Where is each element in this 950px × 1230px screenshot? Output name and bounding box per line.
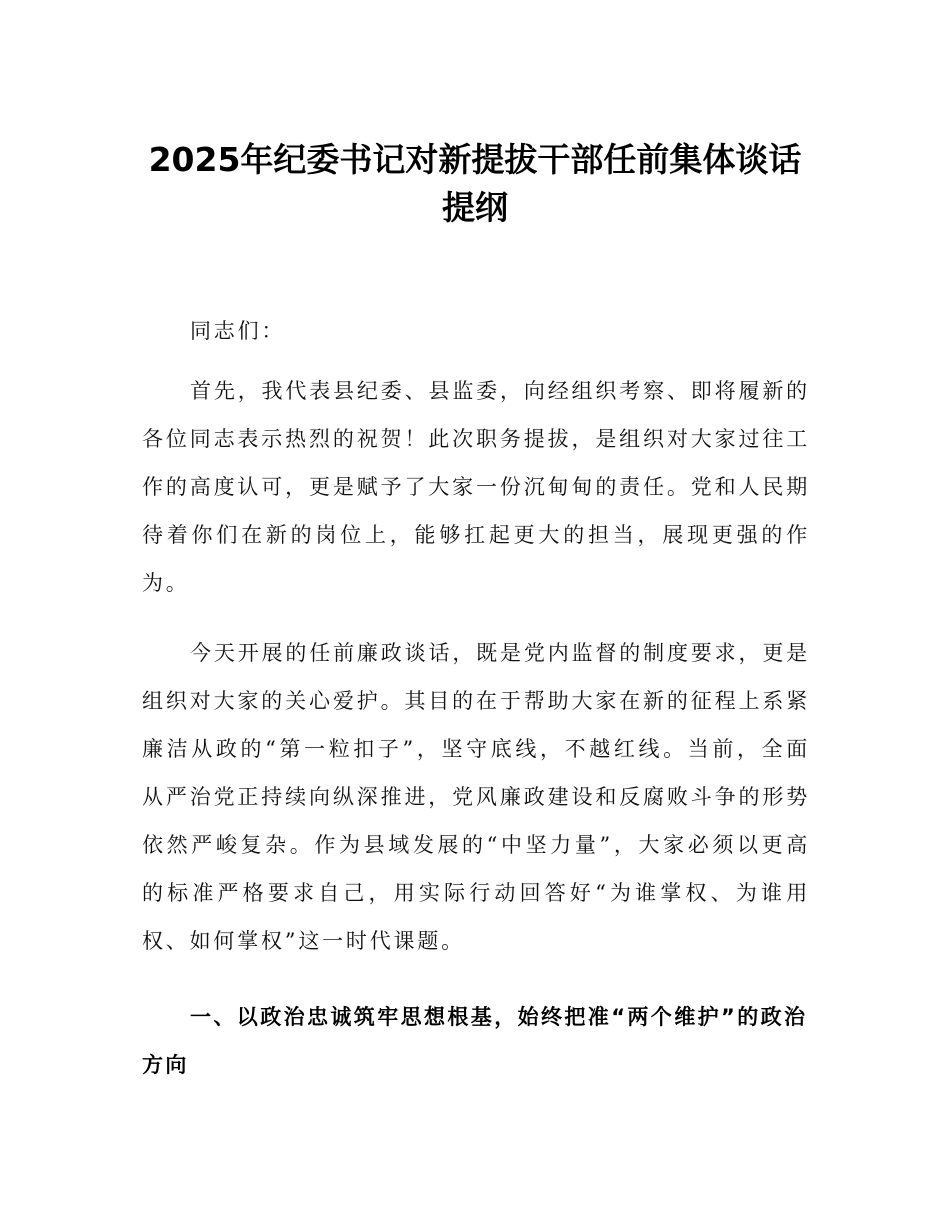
paragraph-2-block (142, 629, 810, 965)
paragraph-congratulations: 首先，我代表县纪委、县监委，向经组织考察、即将履新的各位同志表示热烈的祝贺！此次职务提拔，是组织对大家过往工作的高度认可，更是赋予了大家一份沉甸甸的责任。党和人民期待着你们在新的岗位上，能够扛起更大的担当，展现更强的作为。 (142, 379, 810, 595)
document-title (120, 136, 830, 232)
paragraph-purpose: 今天开展的任前廉政谈话，既是党内监督的制度要求，更是组织对大家的关心爱护。其目的在于帮助大家在新的征程上系紧廉洁从政的“第一粒扣子”，坚守底线，不越红线。当前，全面从严治党正持续向纵深推进，党风廉政建设和反腐败斗争的形势依然严峻复杂。作为县域发展的“中坚力量”，大家必须以更高的标准严格要求自己，用实际行动回答好“为谁掌权、为谁用权、如何掌权”这一时代课题。 (142, 641, 810, 953)
title-line-2: 提纲 (442, 188, 508, 228)
salutation: 同志们： (190, 319, 286, 343)
title-line-1: 2025年纪委书记对新提拔干部任前集体谈话 (148, 140, 802, 180)
salutation-block (142, 307, 810, 355)
section-heading-1: 一、以政治忠诚筑牢思想根基，始终把准“两个维护”的政治方向 (142, 1005, 808, 1077)
paragraph-1-block (142, 367, 810, 607)
